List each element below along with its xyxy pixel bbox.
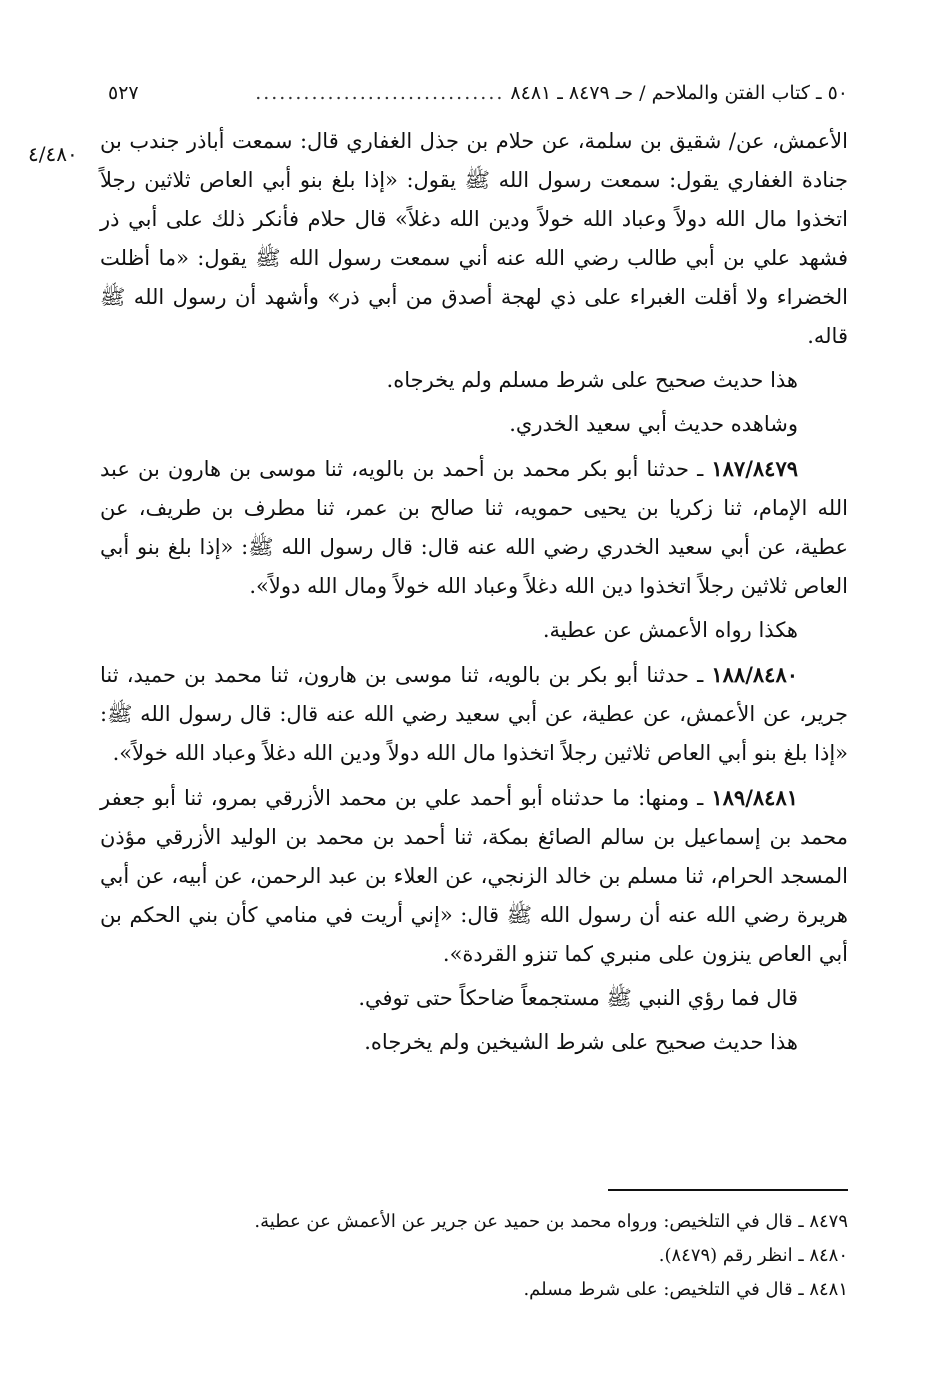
paragraph-text: ـ حدثنا أبو بكر بن بالويه، ثنا موسى بن هارون، ثنا محمد بن حميد، ثنا جرير، عن الأعمش، عن عطية، عن أبي سعيد رضي الله عنه قال: قال رسول الله ﷺ: «إذا بلغ بنو أبي العاص ثلاثين رجلاً اتخذوا مال الله دولاً ودين الله دغلاً وعباد الله خولاً».: [100, 663, 848, 765]
paragraph-text: ـ ومنها: ما حدثناه أبو أحمد علي بن محمد الأزرقي بمرو، ثنا أبو جعفر محمد بن إسماعيل بن سالم الصائغ بمكة، ثنا أحمد بن محمد بن الوليد الأزرقي مؤذن المسجد الحرام، ثنا مسلم بن خالد الزنجي، عن العلاء بن عبد الرحمن، عن أبيه، عن أبي هريرة رضي الله عنه أن رسول الله ﷺ قال: «إني أريت في منامي كأن بني الحكم بن أبي العاص ينزون على منبري كما تنزو القردة».: [100, 786, 848, 966]
paragraph-text: هكذا رواه الأعمش عن عطية.: [542, 618, 798, 642]
hadith-number: ١٨٧/٨٤٧٩: [711, 456, 798, 481]
paragraph-text: الأعمش، عن/ شقيق بن سلمة، عن حلام بن جذل الغفاري قال: سمعت أباذر جندب بن جنادة الغفاري يقول: سمعت رسول الله ﷺ يقول: «إذا بلغ بنو أبي العاص ثلاثين رجلاً اتخذوا مال الله دولاً وعباد الله خولاً ودين الله دغلاً» قال حلام فأنكر ذلك على أبي ذر فشهد علي بن أبي طالب رضي الله عنه أني سمعت رسول الله ﷺ يقول: «ما أظلت الخضراء ولا أقلت الغبراء على ذي لهجة أصدق من أبي ذر» وأشهد أن رسول الله ﷺ قاله.: [100, 129, 848, 348]
hadith-paragraph: [100, 778, 848, 974]
paragraph: [100, 611, 848, 650]
footnotes: [100, 1205, 848, 1307]
paragraph-text: وشاهده حديث أبي سعيد الخدري.: [509, 412, 798, 436]
paragraph-text: ـ حدثنا أبو بكر محمد بن أحمد بن بالويه، ثنا موسى بن هارون بن عبد الله الإمام، ثنا زكريا بن يحيى حمويه، ثنا صالح بن عمر، ثنا مطرف بن طريف، عن عطية، عن أبي سعيد الخدري رضي الله عنه قال: قال رسول الله ﷺ: «إذا بلغ بنو أبي العاص ثلاثين رجلاً اتخذوا دين الله دغلاً وعباد الله خولاً ومال الله دولاً».: [100, 457, 848, 598]
footnote: ٨٤٧٩ ـ قال في التلخيص: ورواه محمد بن حميد عن جرير عن الأعمش عن عطية.: [254, 1211, 848, 1232]
main-text: [100, 122, 848, 1067]
paragraph-text: قال فما رؤي النبي ﷺ مستجمعاً ضاحكاً حتى توفي.: [358, 986, 798, 1010]
paragraph-text: هذا حديث صحيح على شرط الشيخين ولم يخرجاه.: [364, 1030, 798, 1054]
hadith-paragraph: [100, 655, 848, 773]
paragraph: [100, 361, 848, 400]
running-header: [108, 78, 848, 108]
paragraph: [100, 405, 848, 444]
paragraph: [100, 122, 848, 356]
footnote: ٨٤٨٠ ـ انظر رقم (٨٤٧٩).: [658, 1245, 848, 1266]
margin-reference: ٤/٤٨٠: [28, 142, 78, 166]
leader-dots: ...............................: [255, 82, 505, 104]
hadith-number: ١٨٩/٨٤٨١: [711, 785, 798, 810]
footnote: ٨٤٨١ ـ قال في التلخيص: على شرط مسلم.: [523, 1279, 848, 1300]
paragraph: [100, 979, 848, 1018]
paragraph: [100, 1023, 848, 1062]
chapter-title: ٥٠ ـ كتاب الفتن والملاحم / حـ ٨٤٧٩ ـ ٨٤٨١: [510, 82, 848, 104]
hadith-paragraph: [100, 449, 848, 606]
footnote-divider: [608, 1189, 848, 1191]
paragraph-text: هذا حديث صحيح على شرط مسلم ولم يخرجاه.: [386, 368, 798, 392]
hadith-number: ١٨٨/٨٤٨٠: [711, 662, 798, 687]
page-number: ٥٢٧: [108, 82, 139, 104]
